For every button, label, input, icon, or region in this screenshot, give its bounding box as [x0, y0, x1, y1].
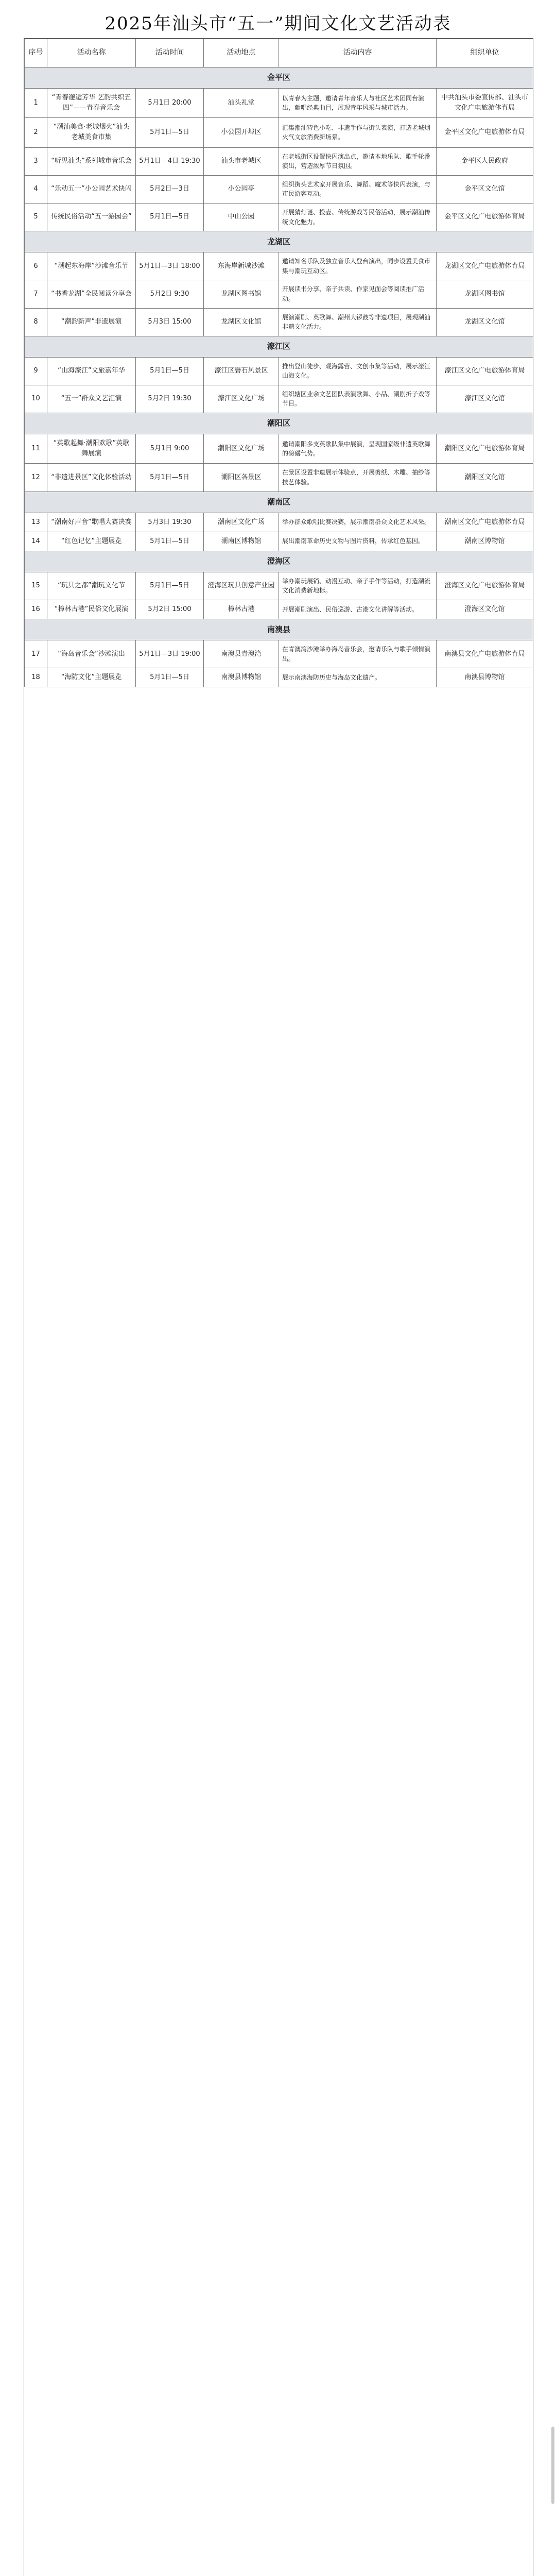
cell-name: “海岛音乐会”沙滩演出	[47, 640, 136, 668]
cell-org: 龙湖区文化馆	[437, 308, 533, 336]
cell-time: 5月1日—3日 19:00	[136, 640, 204, 668]
events-table-body	[25, 67, 533, 687]
district-header-row	[25, 619, 533, 640]
table-row	[25, 572, 533, 600]
cell-time: 5月1日—5日	[136, 464, 204, 492]
cell-no: 5	[25, 203, 47, 231]
cell-place: 小公园开埠区	[204, 118, 279, 147]
cell-org: 濠江区文化广电旅游体育局	[437, 357, 533, 385]
cell-no: 9	[25, 357, 47, 385]
district-header-row	[25, 551, 533, 572]
header-place: 活动地点	[204, 39, 279, 67]
cell-place: 中山公园	[204, 203, 279, 231]
cell-time: 5月1日 20:00	[136, 89, 204, 118]
cell-org: 潮阳区文化广电旅游体育局	[437, 434, 533, 464]
cell-no: 4	[25, 175, 47, 203]
cell-no: 18	[25, 668, 47, 687]
cell-name: “山海濠江”文旅嘉年华	[47, 357, 136, 385]
cell-name: “潮汕美食·老城烟火”汕头老城美食市集	[47, 118, 136, 147]
cell-no: 11	[25, 434, 47, 464]
cell-content: 展演潮剧、英歌舞、潮州大锣鼓等非遗项目，展现潮汕非遗文化活力。	[279, 308, 437, 336]
cell-place: 龙湖区文化馆	[204, 308, 279, 336]
cell-name: “乐动五一”小公园艺术快闪	[47, 175, 136, 203]
cell-place: 南澳县博物馆	[204, 668, 279, 687]
table-row	[25, 175, 533, 203]
cell-place: 小公园亭	[204, 175, 279, 203]
district-header-row	[25, 231, 533, 252]
cell-time: 5月1日—5日	[136, 357, 204, 385]
cell-time: 5月1日—5日	[136, 203, 204, 231]
cell-place: 龙湖区图书馆	[204, 280, 279, 308]
cell-name: “潮韵新声”非遗展演	[47, 308, 136, 336]
table-header-row	[25, 39, 533, 67]
table-row	[25, 640, 533, 668]
cell-no: 16	[25, 600, 47, 619]
cell-org: 濠江区文化馆	[437, 385, 533, 413]
cell-name: “青春邂逅芳华 艺韵共织五四”——青春音乐会	[47, 89, 136, 118]
cell-content: 开展猜灯谜、投壶、传统游戏等民俗活动，展示潮汕传统文化魅力。	[279, 203, 437, 231]
cell-place: 潮阳区各景区	[204, 464, 279, 492]
cell-content: 举办潮玩展销、动漫互动、亲子手作等活动，打造潮流文化消费新地标。	[279, 572, 437, 600]
cell-org: 龙湖区图书馆	[437, 280, 533, 308]
cell-name: “潮起东海岸”沙滩音乐节	[47, 252, 136, 280]
cell-place: 濠江区文化广场	[204, 385, 279, 413]
district-header-row	[25, 67, 533, 89]
table-row	[25, 385, 533, 413]
events-table-container[interactable]	[24, 38, 533, 2576]
cell-no: 15	[25, 572, 47, 600]
cell-name: “海防文化”主题展览	[47, 668, 136, 687]
cell-name: “英歌起舞·潮阳欢歌”英歌舞展演	[47, 434, 136, 464]
cell-content: 在青澳湾沙滩举办海岛音乐会，邀请乐队与歌手倾情演出。	[279, 640, 437, 668]
district-header-row	[25, 336, 533, 357]
cell-name: “五一”群众文艺汇演	[47, 385, 136, 413]
cell-no: 14	[25, 532, 47, 551]
cell-content: 邀请知名乐队及独立音乐人登台演出，同步设置美食市集与潮玩互动区。	[279, 252, 437, 280]
cell-no: 17	[25, 640, 47, 668]
cell-org: 澄海区文化馆	[437, 600, 533, 619]
cell-org: 潮南区文化广电旅游体育局	[437, 513, 533, 532]
cell-no: 2	[25, 118, 47, 147]
cell-no: 6	[25, 252, 47, 280]
cell-time: 5月1日—5日	[136, 572, 204, 600]
cell-content: 邀请潮阳多支英歌队集中展演，呈现国家级非遗英歌舞的磅礴气势。	[279, 434, 437, 464]
district-name: 龙湖区	[25, 231, 533, 252]
cell-no: 1	[25, 89, 47, 118]
cell-org: 金平区文化广电旅游体育局	[437, 118, 533, 147]
cell-content: 开展潮剧演出、民俗巡游、古港文化讲解等活动。	[279, 600, 437, 619]
district-name: 南澳县	[25, 619, 533, 640]
cell-time: 5月3日 19:30	[136, 513, 204, 532]
table-row	[25, 600, 533, 619]
cell-name: “玩具之都”潮玩文化节	[47, 572, 136, 600]
cell-time: 5月1日—5日	[136, 118, 204, 147]
cell-org: 南澳县博物馆	[437, 668, 533, 687]
cell-place: 东海岸新城沙滩	[204, 252, 279, 280]
district-name: 金平区	[25, 67, 533, 89]
events-table	[24, 39, 533, 687]
cell-time: 5月1日—3日 18:00	[136, 252, 204, 280]
cell-no: 7	[25, 280, 47, 308]
scrollbar-thumb[interactable]	[551, 2427, 554, 2504]
cell-content: 以青春为主题，邀请青年音乐人与社区艺术团同台演出，献唱经典曲目，展现青年风采与城市活力。	[279, 89, 437, 118]
cell-place: 澄海区玩具创意产业园	[204, 572, 279, 600]
cell-time: 5月2日—3日	[136, 175, 204, 203]
cell-content: 举办群众歌唱比赛决赛，展示潮南群众文化艺术风采。	[279, 513, 437, 532]
cell-org: 金平区人民政府	[437, 147, 533, 175]
table-row	[25, 532, 533, 551]
cell-org: 潮阳区文化馆	[437, 464, 533, 492]
cell-place: 汕头市老城区	[204, 147, 279, 175]
cell-content: 汇集潮汕特色小吃、非遗手作与街头表演，打造老城烟火气文旅消费新场景。	[279, 118, 437, 147]
cell-org: 潮南区博物馆	[437, 532, 533, 551]
cell-content: 展示南澳海防历史与海岛文化遗产。	[279, 668, 437, 687]
cell-content: 推出登山徒步、观海露营、文创市集等活动，展示濠江山海文化。	[279, 357, 437, 385]
cell-name: “红色记忆”主题展览	[47, 532, 136, 551]
cell-name: “书香龙湖”全民阅读分享会	[47, 280, 136, 308]
cell-place: 潮南区博物馆	[204, 532, 279, 551]
table-row	[25, 280, 533, 308]
cell-time: 5月1日—5日	[136, 668, 204, 687]
header-name: 活动名称	[47, 39, 136, 67]
district-name: 澄海区	[25, 551, 533, 572]
table-row	[25, 668, 533, 687]
cell-content: 在景区设置非遗展示体验点，开展剪纸、木雕、抽纱等技艺体验。	[279, 464, 437, 492]
cell-org: 中共汕头市委宣传部、汕头市文化广电旅游体育局	[437, 89, 533, 118]
cell-org: 金平区文化广电旅游体育局	[437, 203, 533, 231]
cell-time: 5月3日 15:00	[136, 308, 204, 336]
document-title: 2025年汕头市“五一”期间文化文艺活动表	[105, 13, 451, 34]
table-row	[25, 464, 533, 492]
table-row	[25, 308, 533, 336]
cell-place: 汕头礼堂	[204, 89, 279, 118]
cell-time: 5月2日 19:30	[136, 385, 204, 413]
cell-no: 13	[25, 513, 47, 532]
cell-place: 樟林古港	[204, 600, 279, 619]
table-row	[25, 513, 533, 532]
cell-no: 8	[25, 308, 47, 336]
table-row	[25, 203, 533, 231]
header-content: 活动内容	[279, 39, 437, 67]
district-header-row	[25, 492, 533, 513]
cell-time: 5月2日 9:30	[136, 280, 204, 308]
cell-org: 澄海区文化广电旅游体育局	[437, 572, 533, 600]
cell-content: 在老城街区设置快闪演出点，邀请本地乐队、歌手轮番演出，营造浓厚节日氛围。	[279, 147, 437, 175]
district-name: 潮阳区	[25, 413, 533, 434]
cell-name: “潮南好声音”歌唱大赛决赛	[47, 513, 136, 532]
cell-time: 5月2日 15:00	[136, 600, 204, 619]
cell-content: 开展读书分享、亲子共读、作家见面会等阅读推广活动。	[279, 280, 437, 308]
cell-no: 10	[25, 385, 47, 413]
cell-name: “非遗进景区”文化体验活动	[47, 464, 136, 492]
table-row	[25, 252, 533, 280]
header-org: 组织单位	[437, 39, 533, 67]
cell-org: 龙湖区文化广电旅游体育局	[437, 252, 533, 280]
cell-place: 潮南区文化广场	[204, 513, 279, 532]
district-header-row	[25, 413, 533, 434]
cell-no: 3	[25, 147, 47, 175]
cell-org: 金平区文化馆	[437, 175, 533, 203]
cell-name: “樟林古港”民俗文化展演	[47, 600, 136, 619]
header-time: 活动时间	[136, 39, 204, 67]
cell-time: 5月1日—5日	[136, 532, 204, 551]
cell-name: “听见汕头”系列城市音乐会	[47, 147, 136, 175]
cell-org: 南澳县文化广电旅游体育局	[437, 640, 533, 668]
cell-content: 展出潮南革命历史文物与图片资料，传承红色基因。	[279, 532, 437, 551]
district-name: 潮南区	[25, 492, 533, 513]
cell-time: 5月1日 9:00	[136, 434, 204, 464]
table-row	[25, 89, 533, 118]
district-name: 濠江区	[25, 336, 533, 357]
cell-content: 组织街头艺术家开展音乐、舞蹈、魔术等快闪表演，与市民游客互动。	[279, 175, 437, 203]
cell-content: 组织辖区业余文艺团队表演歌舞、小品、潮剧折子戏等节目。	[279, 385, 437, 413]
cell-place: 潮阳区文化广场	[204, 434, 279, 464]
cell-place: 南澳县青澳湾	[204, 640, 279, 668]
table-row	[25, 147, 533, 175]
cell-name: 传统民俗活动“五一游园会”	[47, 203, 136, 231]
cell-place: 濠江区礐石风景区	[204, 357, 279, 385]
table-row	[25, 118, 533, 147]
cell-no: 12	[25, 464, 47, 492]
table-row	[25, 434, 533, 464]
table-row	[25, 357, 533, 385]
header-no: 序号	[25, 39, 47, 67]
cell-time: 5月1日—4日 19:30	[136, 147, 204, 175]
